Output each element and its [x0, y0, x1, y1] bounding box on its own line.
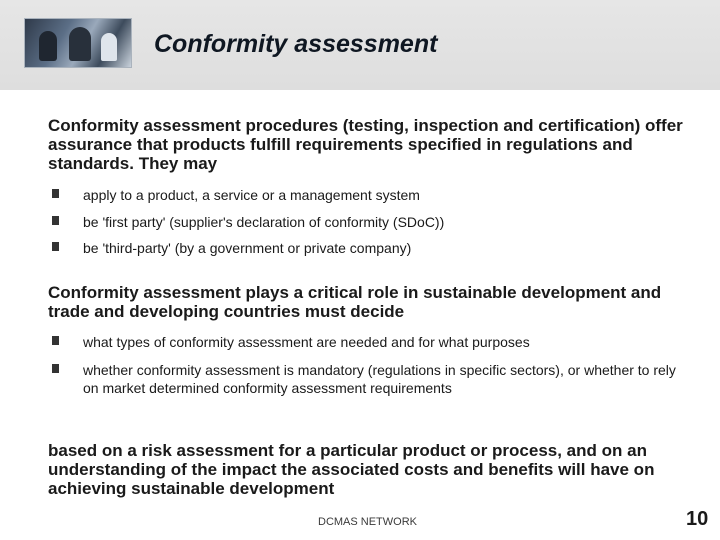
photo-figure — [39, 31, 57, 61]
square-bullet-icon — [52, 242, 59, 251]
photo-figure — [101, 33, 117, 61]
slide-title: Conformity assessment — [154, 30, 438, 58]
footer-network: DCMAS NETWORK — [318, 516, 417, 528]
square-bullet-icon — [52, 336, 59, 345]
paragraph-intro: Conformity assessment procedures (testing, inspection and certification) offer assurance that products fulfill requirements specified in regulations and standards. They may — [48, 116, 683, 173]
square-bullet-icon — [52, 364, 59, 373]
bullet-text: be 'first party' (supplier's declaration of conformity (SDoC)) — [83, 214, 445, 230]
bullet-text: what types of conformity assessment are needed and for what purposes — [83, 334, 530, 350]
square-bullet-icon — [52, 189, 59, 198]
page-number: 10 — [686, 508, 709, 530]
square-bullet-icon — [52, 216, 59, 225]
bullet-text: whether conformity assessment is mandatory (regulations in specific sectors), or whether to rely on market determined conformity assessment requirements — [83, 362, 676, 396]
paragraph-conclusion: based on a risk assessment for a particular product or process, and on an understanding of the impact the associated costs and benefits will have on achieving sustainable development — [48, 441, 655, 498]
header-photo — [24, 18, 132, 68]
bullet-text: be 'third-party' (by a government or private company) — [83, 240, 412, 256]
paragraph-role: Conformity assessment plays a critical role in sustainable development and trade and developing countries must decide — [48, 283, 662, 321]
bullet-text: apply to a product, a service or a management system — [83, 187, 420, 203]
photo-figure — [69, 27, 91, 61]
